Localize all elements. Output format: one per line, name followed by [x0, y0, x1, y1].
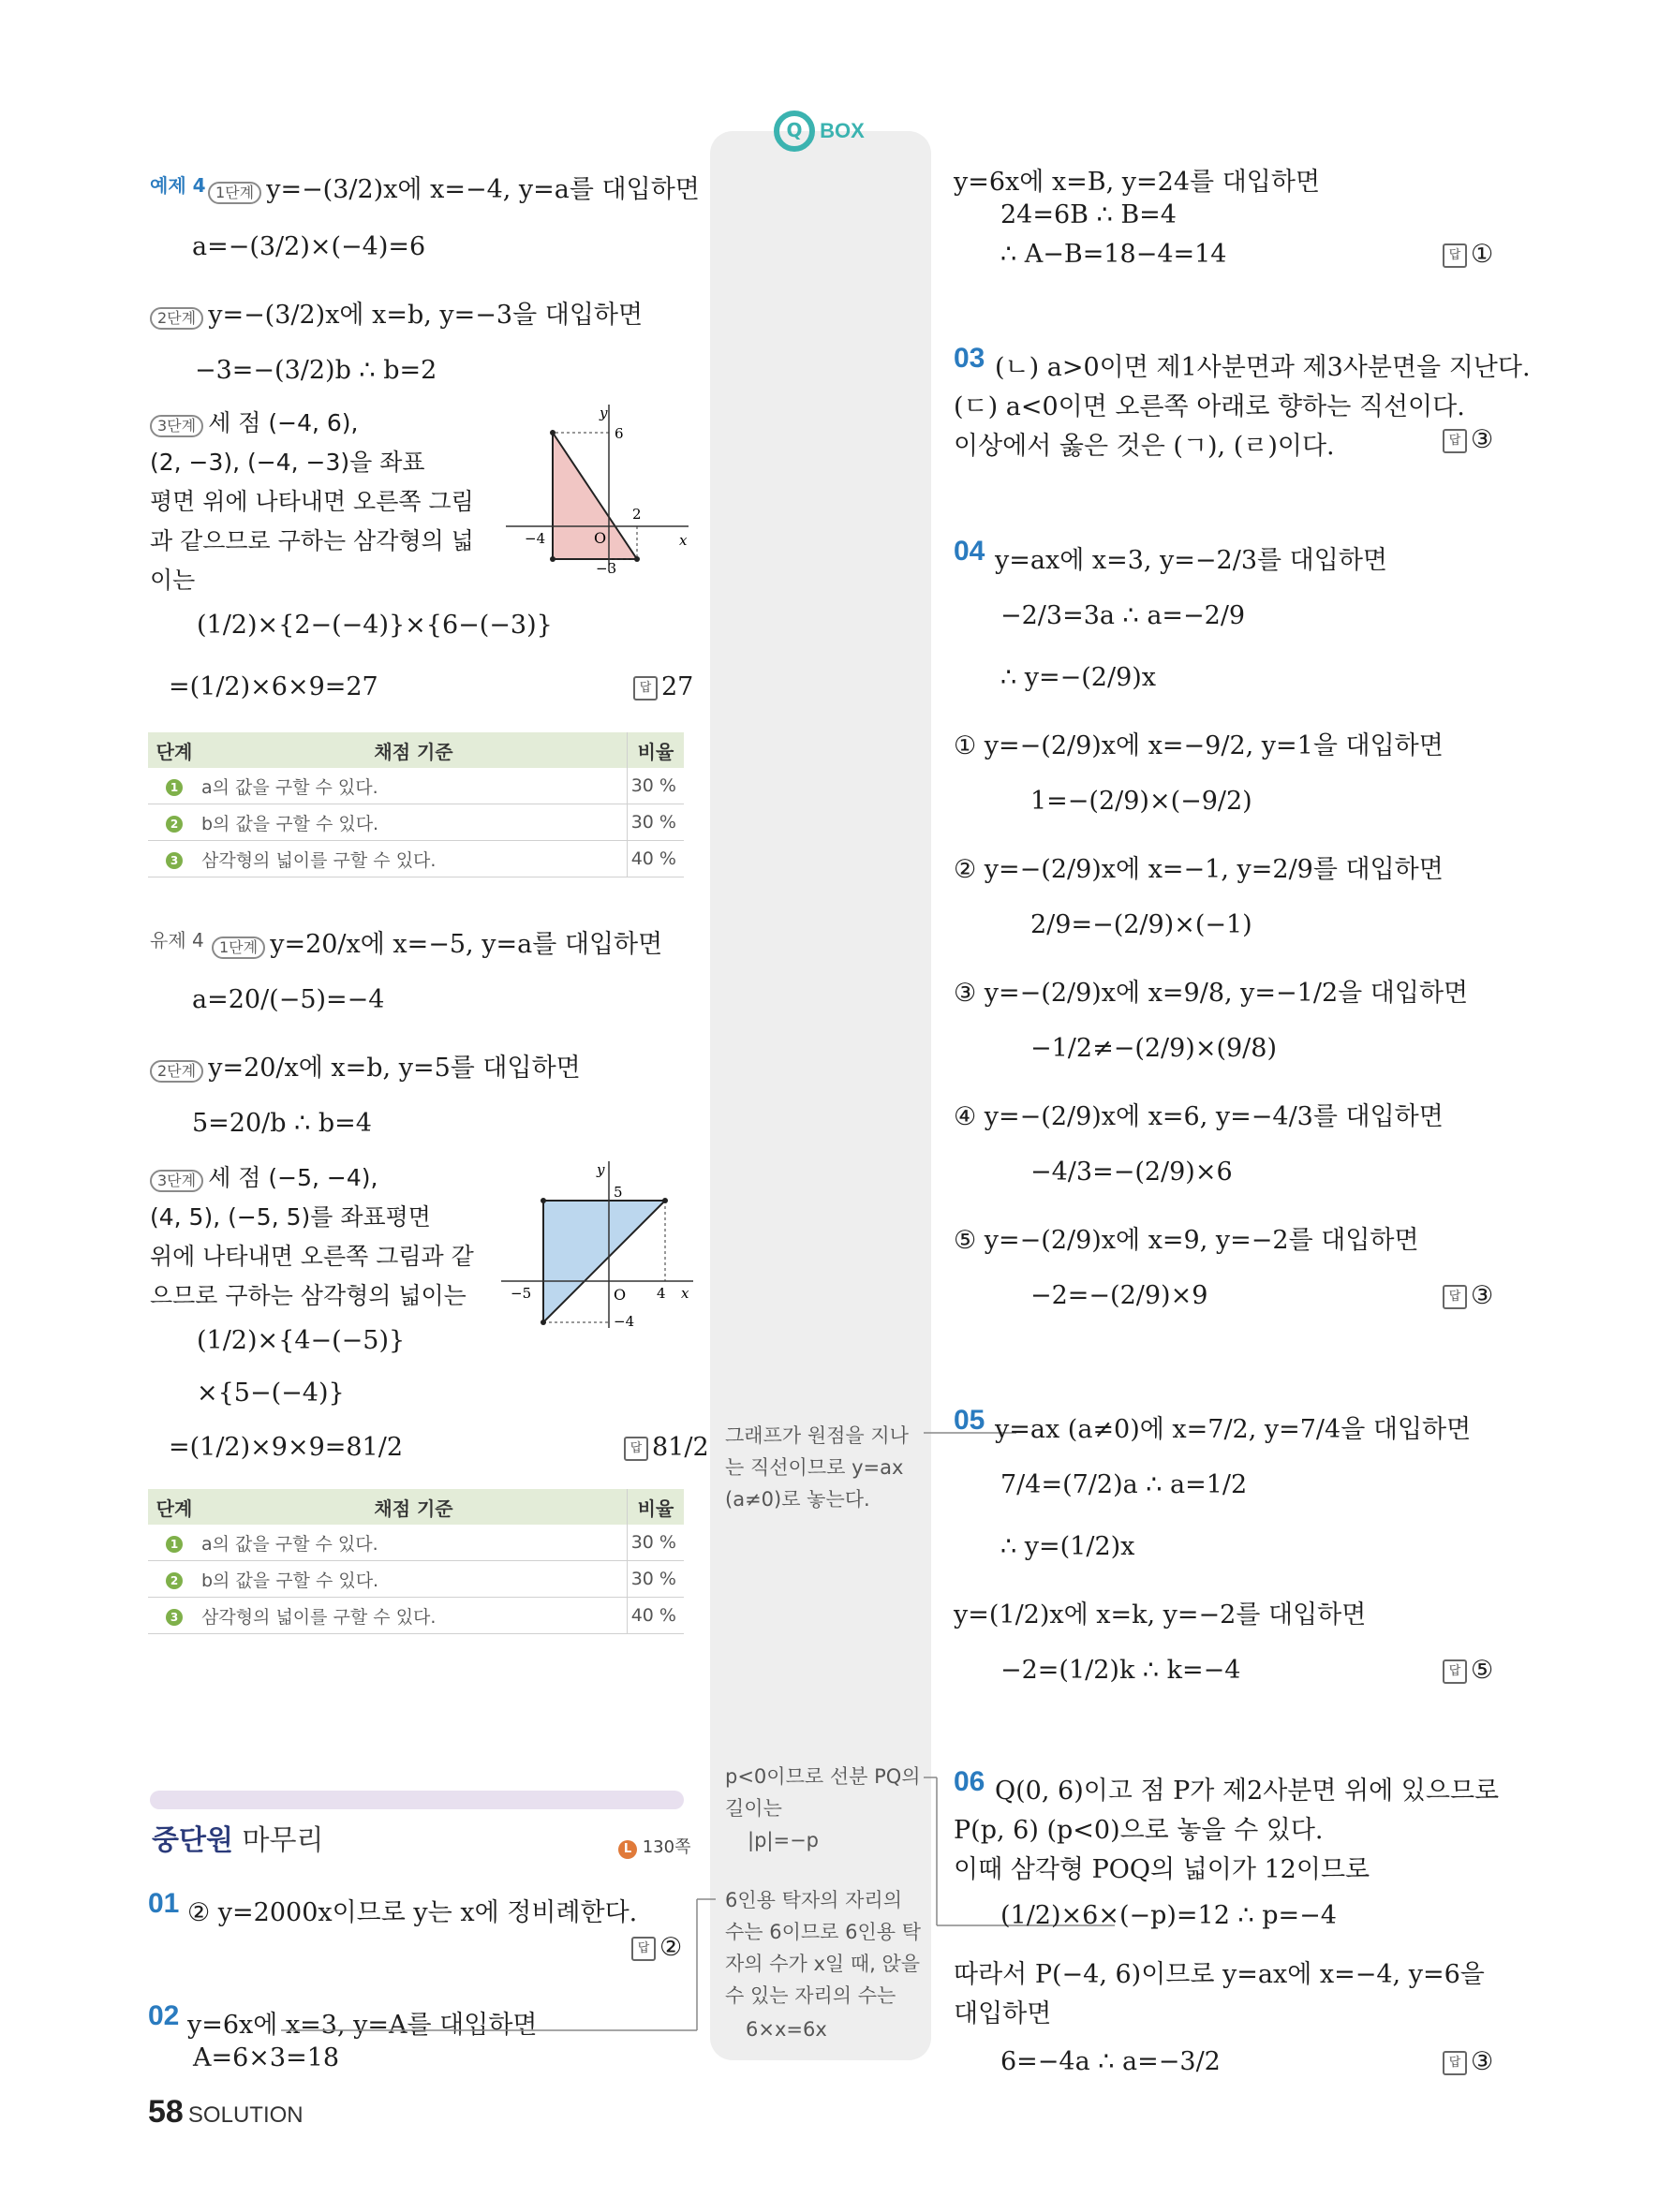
- p03-line: 이상에서 옳은 것은 (ㄱ), (ㄹ)이다.: [954, 432, 1335, 461]
- p05-line: ∴ y=(1/2)x: [1000, 1532, 1135, 1561]
- rubric-step-badge: 3: [166, 852, 183, 869]
- rubric-criteria: 삼각형의 넓이를 구할 수 있다.: [200, 1598, 628, 1634]
- p06-line: (1/2)×6×(−p)=12 ∴ p=−4: [1000, 1901, 1337, 1930]
- sidebar-note-origin-line: 그래프가 원점을 지나는 직선이므로 y=ax (a≠0)로 놓는다.: [725, 1424, 909, 1511]
- section-title-rest: 마무리: [232, 1824, 324, 1857]
- problem-number: 04: [954, 536, 985, 567]
- p04-option-1: ① y=−(2/9)x에 x=−9/2, y=1을 대입하면: [954, 731, 1444, 760]
- p05-line: y=ax (a≠0)에 x=7/2, y=7/4을 대입하면: [995, 1415, 1472, 1444]
- yu4-step2-text: y=20/x에 x=b, y=5를 대입하면: [208, 1054, 581, 1083]
- ex4-step2-calc: −3=−(3/2)b ∴ b=2: [195, 356, 437, 385]
- p04-line: y=ax에 x=3, y=−2/3를 대입하면: [995, 546, 1388, 575]
- rubric-ratio: 30 %: [628, 1525, 685, 1561]
- stage-tag: 2단계: [150, 307, 203, 330]
- rubric-header-ratio: 비율: [628, 732, 685, 768]
- graph-origin-label: O: [614, 1286, 627, 1304]
- problem-number: 05: [954, 1405, 985, 1436]
- rubric-ratio: 40 %: [628, 1598, 685, 1634]
- page-ref-icon: L: [618, 1840, 637, 1859]
- ex4-step3-line: 세 점 (−4, 6),: [208, 409, 359, 436]
- p03-line: (ㄷ) a<0이면 오른쪽 아래로 향하는 직선이다.: [954, 392, 1465, 421]
- qbox-logo-icon: Q: [774, 111, 815, 152]
- p05-line: −2=(1/2)k ∴ k=−4: [1000, 1656, 1241, 1685]
- answer-icon: 답: [631, 1937, 656, 1961]
- graph-tick: 5: [614, 1184, 623, 1201]
- stage-tag: 1단계: [212, 936, 265, 959]
- rubric-ratio: 30 %: [628, 804, 685, 841]
- stage-tag: 2단계: [150, 1060, 203, 1083]
- p02-answer: [1443, 240, 1493, 269]
- rubric-header-stage: 단계: [148, 1489, 200, 1525]
- page-number: 58: [148, 2094, 184, 2130]
- ex4-answer-value: 27: [661, 672, 694, 701]
- p01-answer-value: ②: [659, 1933, 683, 1962]
- answer-icon: 답: [1443, 1285, 1467, 1309]
- graph-x-label: x: [679, 532, 688, 549]
- p06-line: 6=−4a ∴ a=−3/2: [1000, 2047, 1221, 2076]
- p02-text: y=6x에 x=3, y=A를 대입하면: [187, 2011, 538, 2040]
- rubric-header-ratio: 비율: [628, 1489, 685, 1525]
- ex4-step3-line: (2, −3), (−4, −3)을 좌표: [150, 449, 425, 476]
- p05-line: 7/4=(7/2)a ∴ a=1/2: [1000, 1470, 1248, 1499]
- graph-tick: −4: [614, 1313, 635, 1330]
- p04-option-2-calc: 2/9=−(2/9)×(−1): [1030, 910, 1252, 939]
- ex4-step3-line: 이는: [150, 567, 196, 594]
- graph-origin-label: O: [594, 529, 607, 547]
- yu4-step3-line: 위에 나타내면 오른쪽 그림과 같: [150, 1243, 474, 1270]
- rubric-criteria: a의 값을 구할 수 있다.: [200, 1525, 628, 1561]
- answer-icon: 답: [624, 1437, 648, 1461]
- answer-icon: 답: [1443, 1659, 1467, 1684]
- p02-cont-line: y=6x에 x=B, y=24를 대입하면: [954, 168, 1321, 197]
- rubric-header-criteria: 채점 기준: [200, 732, 628, 768]
- rubric-step-badge: 2: [166, 816, 183, 833]
- p05-answer: [1443, 1656, 1493, 1685]
- p06-line: 따라서 P(−4, 6)이므로 y=ax에 x=−4, y=6을: [954, 1960, 1485, 1989]
- graph-tick: 2: [632, 506, 642, 523]
- yu4-step2-calc: 5=20/b ∴ b=4: [192, 1109, 372, 1138]
- sidebar-note-seats-formula: 6×x=6x: [746, 2018, 827, 2041]
- graph-tick: 4: [657, 1285, 666, 1302]
- sidebar-note-seats: 6인용 탁자의 자리의 수는 6이므로 6인용 탁자의 수가 x일 때, 앉을 수 있는 자리의 수는: [725, 1889, 922, 2007]
- p05-line: y=(1/2)x에 x=k, y=−2를 대입하면: [954, 1600, 1367, 1630]
- p04-answer-value: ③: [1471, 1281, 1494, 1310]
- rubric-step-badge: 3: [166, 1609, 183, 1626]
- graph-tick: −4: [525, 530, 546, 547]
- p01-text: ② y=2000x이므로 y는 x에 정비례한다.: [187, 1898, 638, 1927]
- ex4-area-calc: (1/2)×{2−(−4)}×{6−(−3)}: [197, 611, 553, 640]
- problem-number: 01: [148, 1888, 180, 1919]
- rubric-criteria: 삼각형의 넓이를 구할 수 있다.: [200, 841, 628, 877]
- yu4-area-result: =(1/2)×9×9=81/2: [169, 1433, 404, 1462]
- p04-answer: [1443, 1281, 1493, 1310]
- ex4-step1-calc: a=−(3/2)×(−4)=6: [192, 232, 426, 261]
- p04-option-5-calc: −2=−(2/9)×9: [1030, 1281, 1208, 1310]
- p06-answer: [1443, 2047, 1493, 2076]
- p04-option-2: ② y=−(2/9)x에 x=−1, y=2/9를 대입하면: [954, 855, 1444, 884]
- exercise-label: 유제 4: [150, 929, 204, 951]
- p04-option-1-calc: 1=−(2/9)×(−9/2): [1030, 787, 1252, 816]
- problem-number: 02: [148, 2000, 180, 2031]
- p04-line: ∴ y=−(2/9)x: [1000, 663, 1157, 692]
- rubric-step-badge: 2: [166, 1572, 183, 1589]
- rubric-ratio: 40 %: [628, 841, 685, 877]
- p02-calc: A=6×3=18: [193, 2043, 340, 2072]
- ex4-step1-text: y=−(3/2)x에 x=−4, y=a를 대입하면: [266, 175, 700, 204]
- example-label: 예제 4: [150, 174, 206, 197]
- rubric-ratio: 30 %: [628, 1561, 685, 1598]
- rubric-criteria: b의 값을 구할 수 있다.: [200, 804, 628, 841]
- problem-number: 06: [954, 1766, 985, 1797]
- sidebar-note-pq-length: p<0이므로 선분 PQ의 길이는: [725, 1765, 921, 1820]
- p04-line: −2/3=3a ∴ a=−2/9: [1000, 601, 1246, 630]
- graph-y-label: y: [597, 1161, 605, 1178]
- graph-tick: −3: [596, 560, 617, 573]
- p06-line: P(p, 6) (p<0)으로 놓을 수 있다.: [954, 1816, 1324, 1845]
- p04-option-3: ③ y=−(2/9)x에 x=9/8, y=−1/2을 대입하면: [954, 979, 1469, 1008]
- yu4-answer-value: 81/2: [652, 1433, 709, 1462]
- p04-option-4: ④ y=−(2/9)x에 x=6, y=−4/3를 대입하면: [954, 1102, 1444, 1131]
- section-title-bold: 중단원: [152, 1824, 233, 1857]
- page-footer: [148, 2094, 304, 2131]
- yu4-step1-text: y=20/x에 x=−5, y=a를 대입하면: [270, 930, 663, 959]
- graph-x-label: x: [681, 1285, 689, 1302]
- answer-icon: 답: [633, 676, 658, 700]
- yu4-area-calc: (1/2)×{4−(−5)}: [197, 1326, 406, 1355]
- yu4-step3-line: 으므로 구하는 삼각형의 넓이는: [150, 1282, 467, 1309]
- stage-tag: 3단계: [150, 1170, 203, 1192]
- p06-line: 대입하면: [954, 1999, 1052, 2028]
- p06-line: Q(0, 6)이고 점 P가 제2사분면 위에 있으므로: [995, 1777, 1500, 1806]
- ex4-step3-line: 과 같으므로 구하는 삼각형의 넓: [150, 527, 474, 554]
- yu4-step3-line: (4, 5), (−5, 5)를 좌표평면: [150, 1203, 431, 1231]
- p02-cont-line: ∴ A−B=18−4=14: [1000, 240, 1227, 269]
- rubric-header-criteria: 채점 기준: [200, 1489, 628, 1525]
- rubric-step-badge: 1: [166, 779, 183, 796]
- stage-tag: 1단계: [208, 182, 261, 204]
- p06-line: 이때 삼각형 POQ의 넓이가 12이므로: [954, 1855, 1370, 1884]
- page-ref-text: 130쪽: [642, 1837, 691, 1857]
- yu4-step1-calc: a=20/(−5)=−4: [192, 985, 385, 1014]
- p02-answer-value: ①: [1471, 240, 1494, 269]
- yu4-area-calc: ×{5−(−4)}: [197, 1379, 345, 1408]
- answer-icon: 답: [1443, 243, 1467, 268]
- p02-cont-line: 24=6B ∴ B=4: [1000, 200, 1177, 229]
- p03-answer: [1443, 425, 1493, 454]
- ex4-step3-line: 평면 위에 나타내면 오른쪽 그림: [150, 488, 474, 515]
- p03-answer-value: ③: [1471, 425, 1494, 454]
- p04-option-4-calc: −4/3=−(2/9)×6: [1030, 1158, 1233, 1187]
- rubric-step-badge: 1: [166, 1536, 183, 1553]
- p06-answer-value: ③: [1471, 2047, 1494, 2076]
- answer-icon: 답: [1443, 2051, 1467, 2075]
- p04-option-3-calc: −1/2≠−(2/9)×(9/8): [1030, 1034, 1277, 1063]
- p03-line: (ㄴ) a>0이면 제1사분면과 제3사분면을 지난다.: [995, 353, 1531, 382]
- sidebar-note-pq-abs: |p|=−p: [748, 1829, 820, 1851]
- graph-tick: 6: [615, 425, 624, 442]
- rubric-ratio: 30 %: [628, 768, 685, 804]
- ex4-area-result: =(1/2)×6×9=27: [169, 672, 378, 701]
- qbox-logo-text: BOX: [820, 119, 865, 142]
- rubric-header-stage: 단계: [148, 732, 200, 768]
- rubric-criteria: a의 값을 구할 수 있다.: [200, 768, 628, 804]
- graph-y-label: y: [600, 405, 608, 421]
- stage-tag: 3단계: [150, 415, 203, 437]
- rubric-criteria: b의 값을 구할 수 있다.: [200, 1561, 628, 1598]
- p05-answer-value: ⑤: [1471, 1656, 1494, 1685]
- answer-icon: 답: [1443, 429, 1467, 453]
- yu4-step3-line: 세 점 (−5, −4),: [208, 1164, 378, 1191]
- ex4-step2-text: y=−(3/2)x에 x=b, y=−3을 대입하면: [208, 301, 644, 330]
- problem-number: 03: [954, 343, 985, 374]
- footer-label: SOLUTION: [187, 2102, 304, 2128]
- graph-tick: −5: [511, 1285, 532, 1302]
- p04-option-5: ⑤ y=−(2/9)x에 x=9, y=−2를 대입하면: [954, 1226, 1419, 1255]
